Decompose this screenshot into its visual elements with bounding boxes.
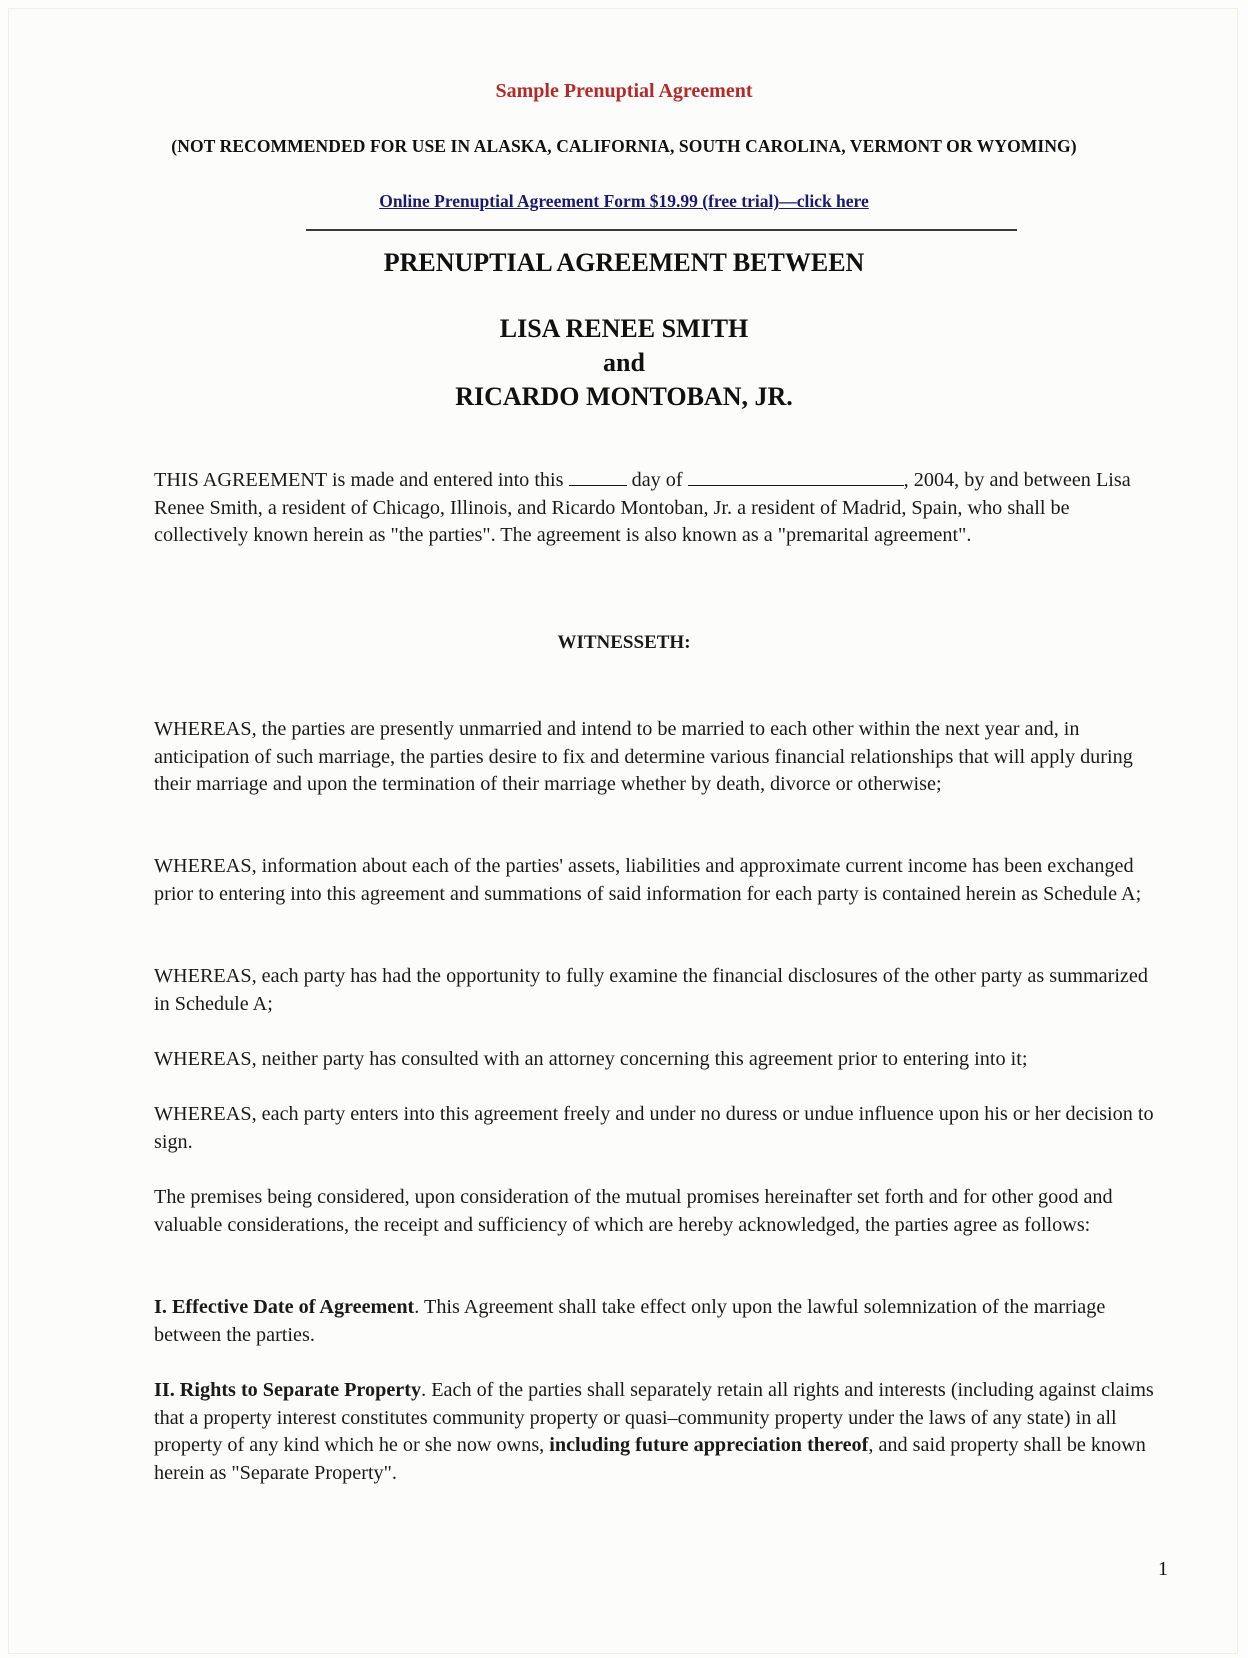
month-blank [688, 469, 904, 486]
state-warning: (NOT RECOMMENDED FOR USE IN ALASKA, CALIFORNIA, SOUTH CAROLINA, VERMONT OR WYOMING) [171, 136, 1077, 156]
day-blank [569, 469, 627, 486]
whereas-paragraph: WHEREAS, each party has had the opportunity to fully examine the financial disclosures of the other party as summarized in Schedule A; [154, 965, 1148, 1015]
intro-text-1: THIS AGREEMENT is made and entered into this [154, 469, 569, 491]
party-one-name: LISA RENEE SMITH [499, 314, 749, 343]
party-two-name: RICARDO MONTOBAN, JR. [455, 382, 793, 411]
section-heading: I. Effective Date of Agreement [154, 1296, 415, 1318]
section-text: , and said property shall be known herein as "Separate Property". [154, 1434, 1146, 1484]
section-heading: II. Rights to Separate Property [154, 1379, 422, 1401]
online-form-link[interactable]: Online Prenuptial Agreement Form $19.99 (free trial)––click here [379, 191, 869, 211]
section-text: . Each of the parties shall separately retain all rights and interests (including against claims that a property interest constitutes community property or quasi–community property under the laws of any state) in all property of any kind which he or she now owns, [154, 1379, 1154, 1457]
section-separate-property [154, 1377, 1166, 1487]
section-effective-date [154, 1294, 1166, 1349]
whereas-paragraph: WHEREAS, the parties are presently unmarried and intend to be married to each other within the next year and, in anticipation of such marriage, the parties desire to fix and determine various financial relationships that will apply during their marriage and upon the termination of their marriage whether by death, divorce or otherwise; [154, 718, 1133, 796]
promo-line [0, 191, 1248, 212]
witnesseth-heading: WITNESSETH: [557, 632, 691, 653]
agreement-heading: PRENUPTIAL AGREEMENT BETWEEN [383, 248, 865, 277]
horizontal-rule [306, 229, 1017, 231]
whereas-paragraph: WHEREAS, information about each of the parties' assets, liabilities and approximate current income has been exchanged prior to entering into this agreement and summations of said information for each party is contained herein as Schedule A; [154, 855, 1142, 905]
intro-text-2: day of [626, 469, 688, 491]
document-title: Sample Prenuptial Agreement [495, 80, 753, 102]
emphasis-text: including future appreciation thereof [549, 1434, 869, 1457]
section-text: . This Agreement shall take effect only upon the lawful solemnization of the marriage between the parties. [154, 1296, 1106, 1346]
whereas-paragraph: WHEREAS, neither party has consulted with an attorney concerning this agreement prior to entering into it; [154, 1048, 1028, 1070]
premises-paragraph: The premises being considered, upon consideration of the mutual promises hereinafter set forth and for other good and valuable considerations, the receipt and sufficiency of which are hereby acknowledged, the parties agree as follows: [154, 1186, 1113, 1236]
whereas-paragraph: WHEREAS, each party enters into this agreement freely and under no duress or undue influence upon his or her decision to sign. [154, 1103, 1154, 1153]
party-conjunction: and [603, 348, 645, 377]
intro-text-3: , 2004, by and between Lisa Renee Smith, a resident of Chicago, Illinois, and Ricardo Montoban, Jr. a resident of Madrid, Spain, who shall be collectively known herein as "the parties". The agreement is also known as a "premarital agreement". [154, 469, 1131, 547]
intro-paragraph [154, 467, 1166, 550]
page-number: 1 [1158, 1558, 1168, 1580]
